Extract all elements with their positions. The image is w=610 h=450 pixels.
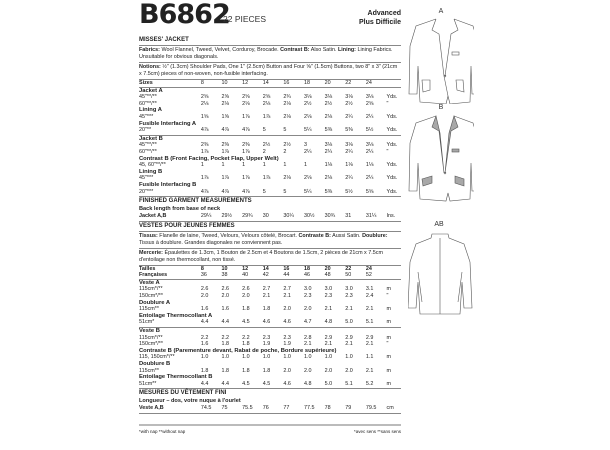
pattern-code: B6862 xyxy=(139,0,230,30)
table-row: 150cm*/** 2.0 2.0 2.0 2.1 2.1 2.3 2.3 2.3 2.4 " xyxy=(139,293,389,300)
footer-notes xyxy=(139,424,401,437)
pattern-envelope-back xyxy=(139,0,401,437)
view-label-b: B xyxy=(438,104,444,111)
piece-count: 22 PIECES xyxy=(223,14,266,24)
table-row: 115cm*/** 2.6 2.6 2.6 2.7 2.7 3.0 3.0 3.0 3.1 m xyxy=(139,286,391,293)
fabrics-note: Fabrics: Wool Flannel, Tweed, Velvet, Corduroy, Brocade. Contrast B: Also Satin. Lining: Lining Fabrics. Unsuitable for obvious diagonals. xyxy=(139,46,401,63)
view-label-ab: AB xyxy=(434,221,444,228)
view-label-a: A xyxy=(438,8,444,15)
fabric-heading: Lining B xyxy=(139,168,163,175)
jacket-b-illustration xyxy=(408,113,474,203)
yardage-table xyxy=(139,80,401,197)
fabric-heading: Jacket A xyxy=(139,87,163,94)
skill-level xyxy=(359,9,401,27)
jacket-back-illustration xyxy=(408,232,474,318)
fabric-heading: Veste B xyxy=(139,328,160,335)
table-row: 20"*** 4⅞ 4⅞ 4⅞ 5 5 5¼ 5⅜ 5½ 5⅝ Yds. xyxy=(139,189,401,197)
table-row: 45"**/** 2⅜ 2⅜ 2⅜ 2½ 2½ 3 3⅛ 3⅛ 3⅛ Yds. xyxy=(139,142,398,149)
table-row: 115cm** 1.8 1.8 1.8 1.8 2.0 2.0 2.0 2.0 2.1 m xyxy=(139,367,391,374)
fabric-heading: Contrast B (Front Facing, Pocket Flap, Upper Welt) xyxy=(139,155,279,162)
notions-note: Notions: ½" (1.3cm) Shoulder Pads, One 1" (2.5cm) Button and Four ⅝" (1.5cm) Buttons, two 8" x 3" (21cm x 7.5cm) pieces of non-woven, non-fusible interfacing. xyxy=(139,63,401,80)
table-row: 60"**/** 2⅛ 2⅛ 2⅛ 2⅛ 2⅛ 2½ 2½ 2½ 2⅝ " xyxy=(139,100,389,107)
skill-level-fr: Plus Difficile xyxy=(358,19,401,26)
finished-table: Veste A,B 74.5 75 75.5 76 77 77.5 78 79 79.5 cm xyxy=(139,405,401,414)
finished-subtitle: Back length from base of neck xyxy=(139,206,221,213)
illustrations xyxy=(400,0,510,450)
fabric-heading: Doublure B xyxy=(139,361,171,367)
fabric-heading: Veste A xyxy=(139,279,160,286)
yardage-table xyxy=(139,266,401,390)
table-row: 115, 150cm*/** 1.0 1.0 1.0 1.0 1.0 1.0 1.0 1.0 1.1 m xyxy=(139,354,391,361)
table-row: 45"*** 1⅞ 1⅞ 1⅞ 1⅞ 2⅛ 2⅛ 2⅛ 2¼ 2¼ Yds. xyxy=(139,175,398,182)
fabric-heading: Fusible Interfacing B xyxy=(139,181,197,188)
section-title: VESTES POUR JEUNES FEMMES xyxy=(139,222,401,232)
header xyxy=(139,0,401,36)
finished-table: Jacket A,B 29¼ 29½ 29¾ 30 30¼ 30½ 30¾ 31 31¼ Ins. xyxy=(139,213,401,222)
table-row: 45, 60"**/** 1 1 1 1 1 1 1⅛ 1⅛ 1⅛ Yds. xyxy=(139,162,398,169)
fabric-heading: Doublure A xyxy=(139,299,171,306)
fabric-heading: Entoilage Thermocollant A xyxy=(139,312,213,319)
table-row: 45"*** 1⅝ 1⅝ 1⅞ 1⅞ 2⅛ 2⅛ 2⅛ 2¼ 2¼ Yds. xyxy=(139,113,398,120)
fabric-heading: Jacket B xyxy=(139,135,163,142)
table-row: 60"**/** 1⅞ 1⅞ 1⅞ 2 2 2¼ 2¼ 2¼ 2¼ " xyxy=(139,148,389,155)
fabric-heading: Fusible Interfacing A xyxy=(139,120,197,127)
table-row: 115cm** 1.6 1.6 1.8 1.8 2.0 2.0 2.1 2.1 2.1 m xyxy=(139,306,391,313)
finished-title: MESURES DU VÊTEMENT FINI xyxy=(139,390,227,397)
table-row: 150cm*/** 1.6 1.8 1.8 1.9 1.9 2.1 2.1 2.1 2.1 " xyxy=(139,341,389,348)
jacket-a-illustration xyxy=(408,16,474,104)
nap-note-fr: *avec sens **sans sens xyxy=(353,428,401,434)
table-row: 51cm** 4.4 4.4 4.5 4.5 4.6 4.8 5.0 5.1 5.2 m xyxy=(139,381,401,389)
fabric-heading: Lining A xyxy=(139,107,162,114)
nap-note-en: *with nap **without nap xyxy=(139,428,186,434)
fabric-heading: Entoilage Thermocollant B xyxy=(139,374,213,381)
skill-level-en: Advanced xyxy=(367,10,401,17)
table-row: 20"** 4⅞ 4⅞ 4⅞ 5 5 5¼ 5⅜ 5⅜ 5½ Yds. xyxy=(139,127,401,135)
sizes-row: Françaises 36 38 40 42 44 46 48 50 52 xyxy=(139,272,401,279)
table-row: 45"**/** 2⅝ 2⅝ 2⅝ 2⅝ 2¾ 3⅛ 3⅛ 3⅛ 3⅛ Yds. xyxy=(139,94,398,101)
finished-subtitle: Longueur – dos, votre nuque à l'ourlet xyxy=(139,398,241,405)
finished-title: FINISHED GARMENT MEASUREMENTS xyxy=(139,198,252,205)
fabric-heading: Contraste B (Parementure devant, Rabat de poche, Bordure supérieure) xyxy=(139,347,337,354)
sizes-row: Sizes 8 10 12 14 16 18 20 22 24 xyxy=(139,80,401,87)
notions-note: Mercerie: Épaulettes de 1.3cm, 1 Bouton de 2.5cm et 4 Boutons de 1.5cm, 2 pièces de 21cm x 7.5cm d'entoilage non thermocollant, non tissé. xyxy=(139,249,401,266)
french-section xyxy=(139,222,401,414)
table-row: 115cm*/** 2.2 2.2 2.2 2.3 2.3 2.8 2.9 2.9 2.9 m xyxy=(139,334,391,341)
section-title: MISSES' JACKET xyxy=(139,36,401,46)
sizes-row: Tailles 8 10 12 14 16 18 20 22 24 xyxy=(139,265,372,272)
english-section xyxy=(139,36,401,222)
table-row: 51cm* 4.4 4.4 4.5 4.6 4.6 4.7 4.8 5.0 5.1 m xyxy=(139,319,401,327)
fabrics-note: Tissus: Flanelle de laine, Tweed, Velours, Velours côtelé, Brocart. Contraste B: Aussi Satin. Doublure: Tissus à doublure. Grandes diagonales ne conviennent pas. xyxy=(139,232,401,249)
